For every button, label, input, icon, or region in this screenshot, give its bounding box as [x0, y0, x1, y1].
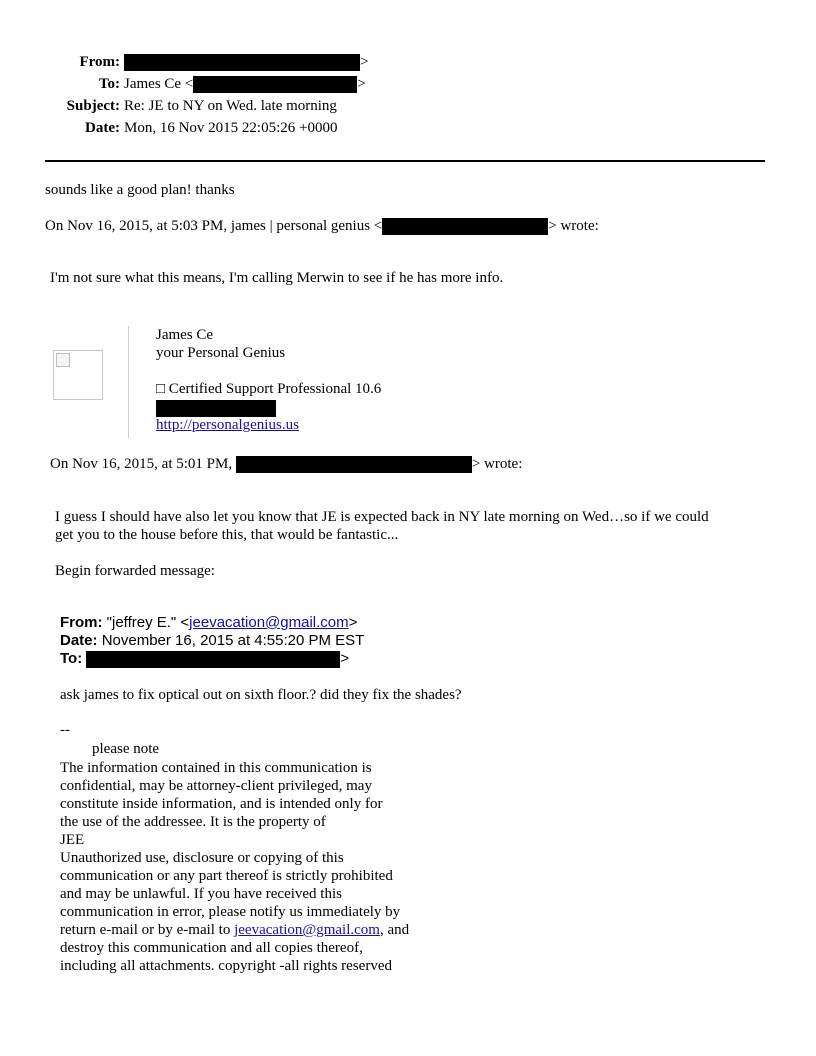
quote1-prefix: On Nov 16, 2015, at 5:03 PM, james | personal genius < [45, 218, 383, 234]
quote2-suffix: > wrote: [471, 456, 523, 472]
redacted-signature-phone [156, 400, 276, 417]
fwd-from-row [60, 614, 357, 631]
redacted-james-email [382, 218, 548, 235]
redacted-fwd-to-address [86, 651, 340, 668]
subject-label: Subject: [66, 98, 120, 114]
reply-line: sounds like a good plan! thanks [45, 182, 235, 198]
redacted-from-address [124, 54, 360, 71]
quote2-prefix: On Nov 16, 2015, at 5:01 PM, [50, 456, 233, 472]
to-name: James Ce < [124, 76, 194, 92]
fwd-from-close: > [348, 614, 358, 631]
header-date-row [40, 118, 337, 138]
disclaimer-line: confidential, may be attorney-client privileged, may [60, 778, 372, 794]
disclaimer-email-line [60, 921, 409, 939]
fwd-from-email-link[interactable]: jeevacation@gmail.com [189, 614, 349, 631]
to-label: To: [98, 76, 120, 92]
disclaimer-line: Unauthorized use, disclosure or copying of this [60, 850, 344, 866]
header-divider [45, 160, 765, 162]
date-value: Mon, 16 Nov 2015 22:05:26 +0000 [124, 120, 338, 136]
signature-name: James Ce [156, 327, 214, 343]
header-from-row [40, 52, 368, 72]
disclaimer-line: The information contained in this communication is [60, 760, 372, 776]
quote2-attribution [50, 456, 522, 473]
disclaimer-email-link[interactable]: jeevacation@gmail.com [234, 922, 380, 938]
guess-message-line2: get you to the house before this, that would be fantastic... [55, 527, 399, 543]
from-close-bracket: > [360, 54, 369, 70]
fwd-message: ask james to fix optical out on sixth floor.? did they fix the shades? [60, 687, 462, 703]
fwd-date-value: November 16, 2015 at 4:55:20 PM EST [101, 632, 365, 649]
sig-dashes: -- [60, 722, 70, 738]
header-subject-row [40, 96, 337, 116]
disclaimer-line: communication or any part thereof is strictly prohibited [60, 868, 393, 884]
subject-value: Re: JE to NY on Wed. late morning [124, 98, 337, 114]
fwd-to-row [60, 650, 349, 668]
redacted-to-address [193, 76, 357, 93]
disclaimer-line: and may be unlawful. If you have received this [60, 886, 342, 902]
signature-divider [128, 326, 129, 438]
disclaimer-email-prefix: return e-mail or by e-mail to [60, 922, 235, 938]
quote1-attribution [45, 218, 599, 235]
fwd-date-row [60, 632, 364, 649]
disclaimer-email-suffix: , and [379, 922, 410, 938]
james-message: I'm not sure what this means, I'm calling Merwin to see if he has more info. [50, 270, 504, 286]
disclaimer-line: constitute inside information, and is intended only for [60, 796, 383, 812]
forwarded-label: Begin forwarded message: [55, 563, 215, 579]
header-to-row [40, 74, 366, 94]
disclaimer-line: the use of the addressee. It is the property of [60, 814, 326, 830]
redacted-sender-address [236, 456, 472, 473]
signature-url-link[interactable]: http://personalgenius.us [156, 417, 299, 433]
signature-title: your Personal Genius [156, 345, 286, 361]
quote1-suffix: > wrote: [548, 218, 599, 234]
fwd-date-label: Date: [60, 632, 98, 649]
broken-image-icon [53, 350, 103, 400]
disclaimer-line: communication in error, please notify us immediately by [60, 904, 401, 920]
disclaimer-line: JEE [60, 832, 85, 848]
signature-certification: □ Certified Support Professional 10.6 [156, 381, 382, 397]
guess-message-line1: I guess I should have also let you know that JE is expected back in NY late morning on Wed…so if we could [55, 509, 709, 525]
from-label: From: [79, 54, 120, 70]
date-label: Date: [85, 120, 120, 136]
fwd-from-label: From: [60, 614, 103, 631]
disclaimer-line: including all attachments. copyright -all rights reserved [60, 958, 392, 974]
please-note: please note [92, 741, 160, 757]
fwd-to-close: > [340, 650, 350, 667]
fwd-to-label: To: [60, 650, 83, 667]
fwd-from-name: "jeffrey E." < [106, 614, 190, 631]
disclaimer-line: destroy this communication and all copies thereof, [60, 940, 363, 956]
disclaimer [60, 759, 409, 975]
to-close-bracket: > [357, 76, 366, 92]
